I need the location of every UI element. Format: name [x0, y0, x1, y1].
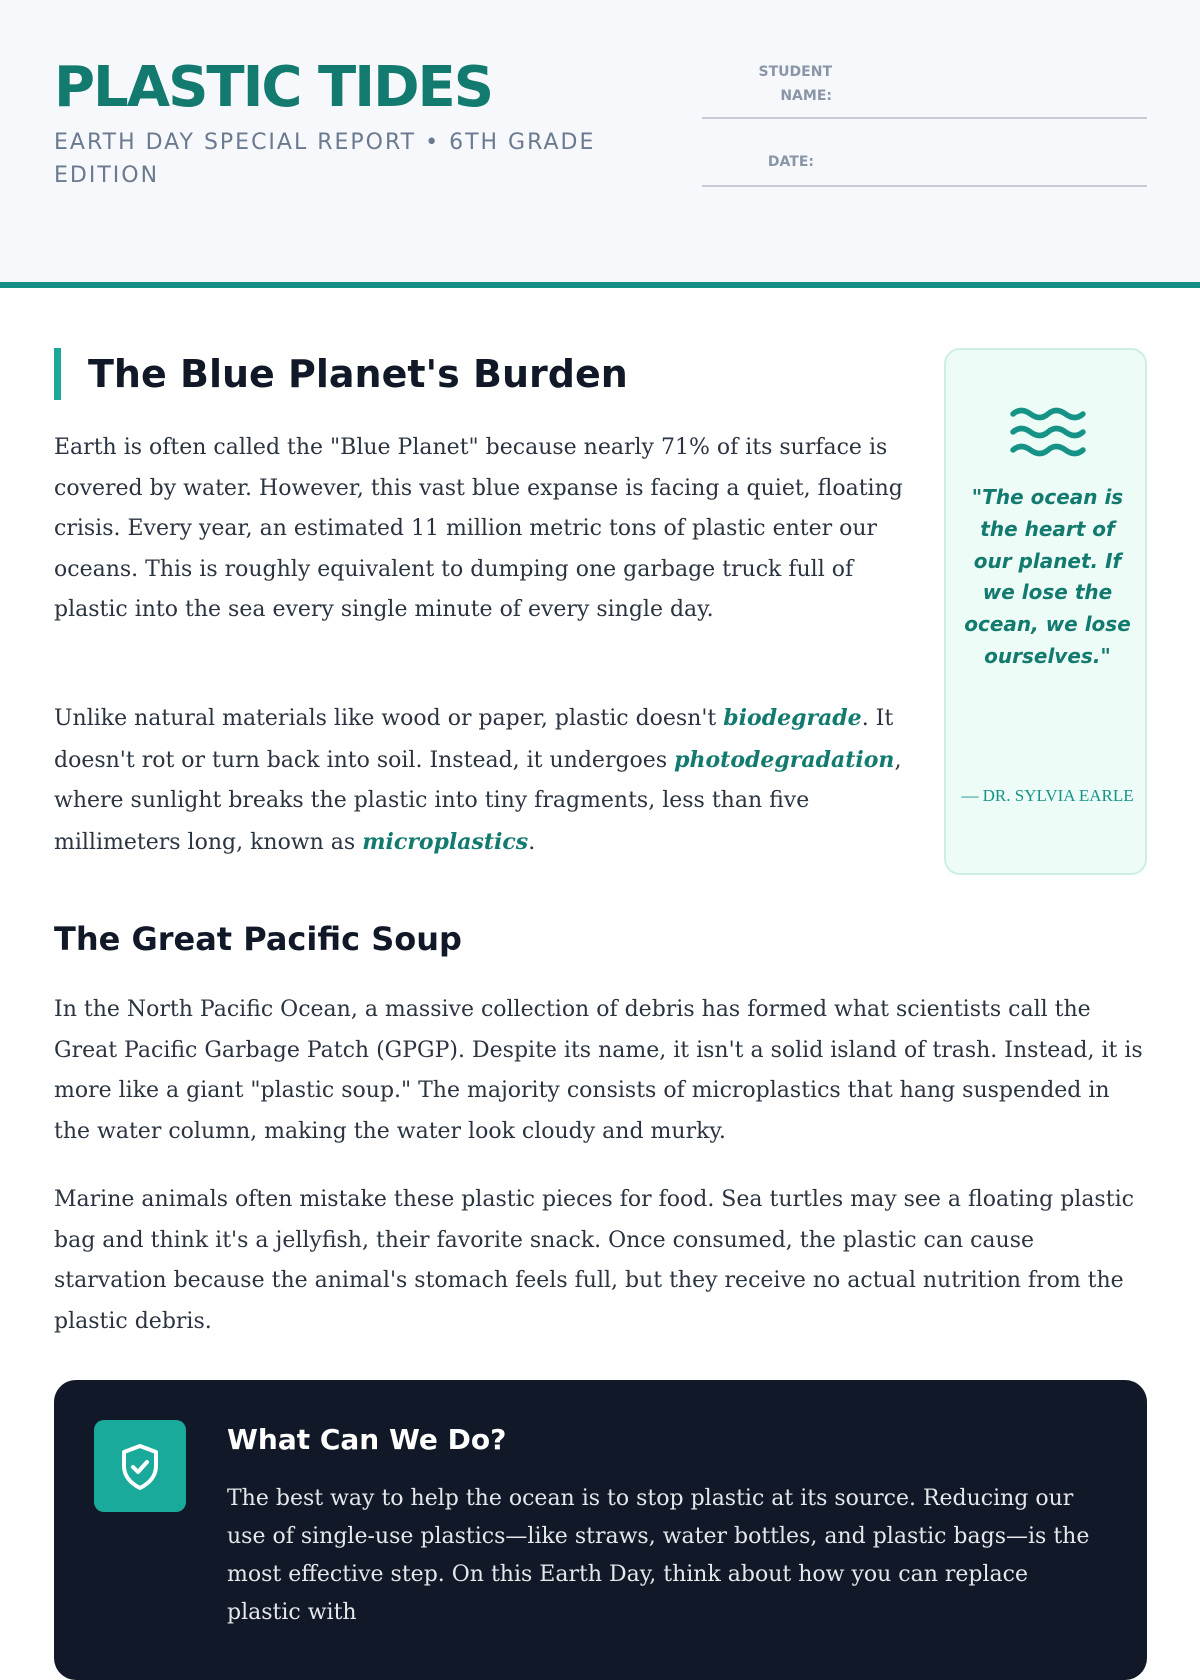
section-heading-pacific-soup: The Great Pacific Soup: [54, 920, 462, 958]
date-field[interactable]: [702, 150, 1147, 187]
text-run: , where sunlight breaks the plastic into tiny fragments, less than five millimeters long, known as: [54, 747, 902, 855]
paragraph-biodegrade: [54, 698, 914, 863]
cta-text: The best way to help the ocean is to stop plastic at its source. Reducing our use of single-use plastics—like straws, water bottles, and plastic bags—is the most effective step. On this Earth Day, think about how you can replace plastic with: [227, 1486, 1090, 1625]
heading-accent-bar: [54, 348, 61, 400]
student-name-field[interactable]: [702, 60, 1147, 119]
student-name-label: [702, 60, 832, 108]
cta-icon-badge: [94, 1420, 186, 1512]
term-microplastics: microplastics: [362, 828, 529, 855]
report-subtitle: EARTH DAY SPECIAL REPORT • 6TH GRADE EDITION: [54, 130, 596, 188]
paragraph-gpgp: In the North Pacific Ocean, a massive collection of debris has formed what scientists call the Great Pacific Garbage Patch (GPGP). Despite its name, it isn't a solid island of trash. Instead, it is more like a giant "plastic soup." The majority consists of microplastics that hang suspended in the water column, making the water look cloudy and murky.: [54, 997, 1143, 1144]
student-name-label-line1: STUDENT: [758, 64, 832, 80]
text-run: Unlike natural materials like wood or paper, plastic doesn't: [54, 706, 724, 731]
quote-author: — DR. SYLVIA EARLE: [961, 786, 1134, 805]
paragraph-blue-planet-intro: Earth is often called the "Blue Planet" because nearly 71% of its surface is covered by water. However, this vast blue expanse is facing a quiet, floating crisis. Every year, an estimated 11 million metric tons of plastic enter our oceans. This is roughly equivalent to dumping one garbage truck full of plastic into the sea every single minute of every single day.: [54, 435, 903, 622]
report-title: PLASTIC TIDES: [54, 55, 493, 120]
student-name-label-line2: NAME:: [780, 88, 832, 104]
paragraph-marine-animals: Marine animals often mistake these plastic pieces for food. Sea turtles may see a floating plastic bag and think it's a jellyfish, their favorite snack. Once consumed, the plastic can cause starvation because the animal's stomach feels full, but they receive no actual nutrition from the plastic debris.: [54, 1187, 1134, 1334]
cta-title: What Can We Do?: [227, 1423, 507, 1456]
quote-text: "The ocean is the heart of our planet. If we lose the ocean, we lose ourselves.": [964, 485, 1131, 668]
report-header: [0, 0, 1200, 288]
date-label: DATE:: [767, 154, 814, 170]
text-run: . It doesn't rot or turn back into soil. Instead, it undergoes: [54, 706, 894, 773]
waves-icon: [1008, 402, 1088, 462]
shield-check-icon: [118, 1442, 162, 1492]
term-photodegradation: photodegradation: [674, 746, 895, 773]
quote-card: [944, 348, 1147, 875]
text-run: .: [528, 829, 536, 855]
term-biodegrade: biodegrade: [723, 705, 862, 731]
section-heading-blue-planet: The Blue Planet's Burden: [88, 352, 628, 396]
what-can-we-do-box: [54, 1380, 1147, 1680]
